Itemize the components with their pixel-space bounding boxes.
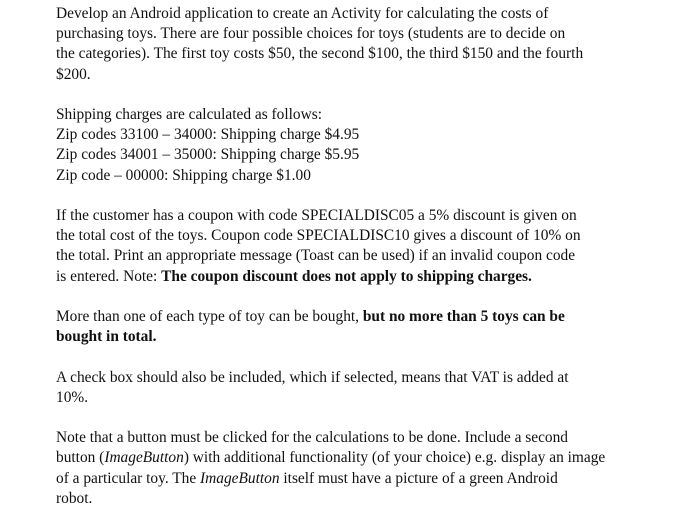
- italic-term: ImageButton: [104, 449, 184, 467]
- text-run: ) with additional functionality (of your choice) e.g. display an image: [183, 449, 606, 467]
- paragraph-toy-limit: [56, 307, 656, 347]
- paragraph-toy-prices: [56, 4, 656, 85]
- text-run: is entered. Note:: [56, 267, 162, 285]
- text-line: Shipping charges are calculated as follows:: [56, 106, 322, 123]
- italic-term: ImageButton: [200, 469, 280, 487]
- text-line: $200.: [56, 65, 91, 83]
- text-run: More than one of each type of toy can be bought,: [56, 308, 363, 325]
- text-line: robot.: [56, 489, 93, 507]
- text-line: A check box should also be included, which if selected, means that VAT is added at: [56, 368, 569, 386]
- paragraph-vat-checkbox: [56, 368, 656, 408]
- text-line: the categories). The first toy costs $50, the second $100, the third $150 and the fourth: [56, 45, 584, 63]
- assignment-document: [56, 4, 656, 529]
- text-run: button (: [56, 449, 105, 467]
- text-run: of a particular toy. The: [56, 469, 201, 487]
- paragraph-buttons: [56, 428, 656, 509]
- text-line: Note that a button must be clicked for the calculations to be done. Include a second: [56, 429, 569, 447]
- text-line: [56, 469, 656, 489]
- text-line: Zip codes 33100 – 34000: Shipping charge $4.95: [56, 126, 360, 144]
- text-line: [56, 307, 656, 327]
- text-line: [56, 327, 656, 347]
- text-line: purchasing toys. There are four possible choices for toys (students are to decide on: [56, 25, 566, 43]
- text-line: 10%.: [56, 388, 89, 406]
- bold-note: The coupon discount does not apply to shipping charges.: [161, 267, 532, 285]
- text-line: Develop an Android application to create an Activity for calculating the costs of: [56, 5, 549, 22]
- text-line: If the customer has a coupon with code SPECIALDISC05 a 5% discount is given on: [56, 207, 577, 224]
- text-line: [56, 448, 656, 468]
- text-line: the total. Print an appropriate message (Toast can be used) if an invalid coupon code: [56, 247, 576, 265]
- bold-note: bought in total.: [56, 328, 157, 346]
- paragraph-coupon-codes: [56, 206, 656, 287]
- bold-note: but no more than 5 toys can be: [362, 308, 565, 325]
- text-run: itself must have a picture of a green Android: [279, 469, 558, 487]
- text-line: the total cost of the toys. Coupon code SPECIALDISC10 gives a discount of 10% on: [56, 227, 581, 245]
- text-line: Zip code – 00000: Shipping charge $1.00: [56, 166, 311, 184]
- text-line: Zip codes 34001 – 35000: Shipping charge $5.95: [56, 146, 360, 164]
- text-line: [56, 267, 656, 287]
- paragraph-shipping-charges: [56, 105, 656, 186]
